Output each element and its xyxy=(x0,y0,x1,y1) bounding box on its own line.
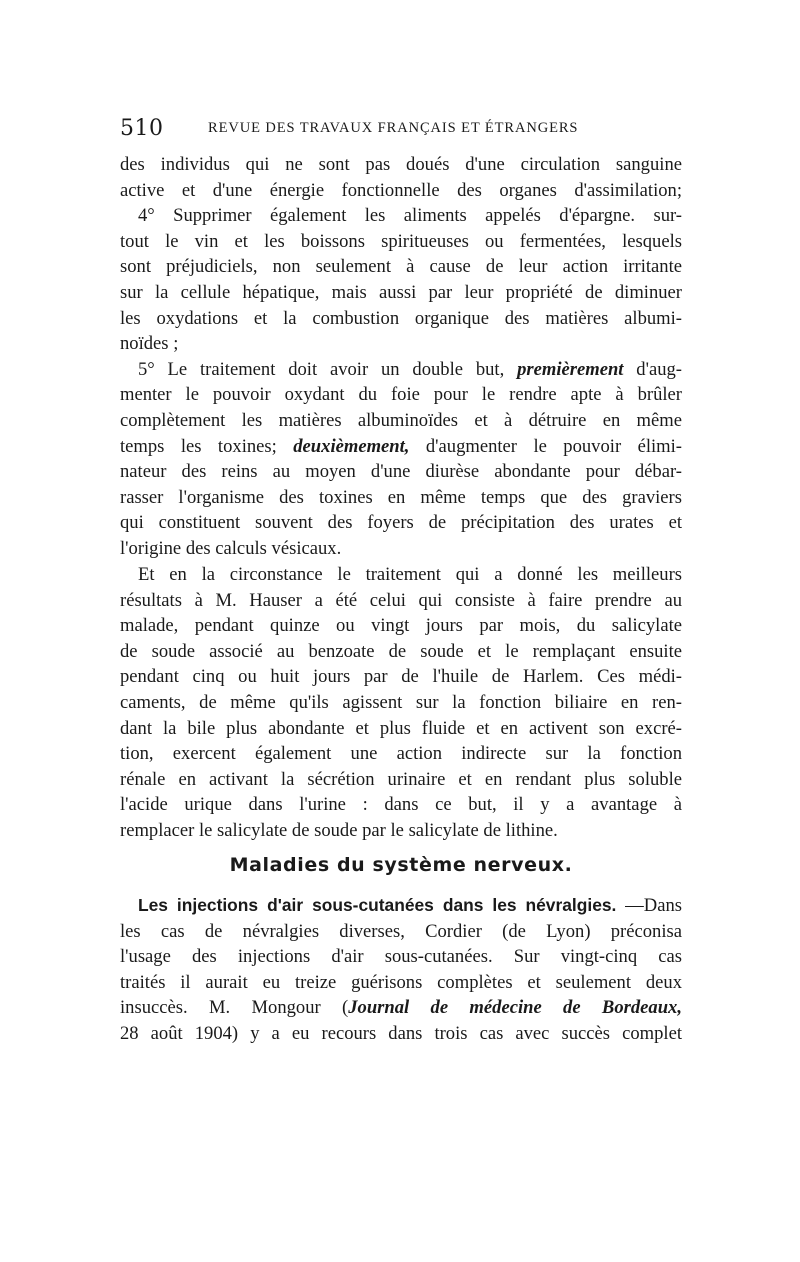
text-span: —Dans xyxy=(616,895,682,916)
paragraph-injections xyxy=(120,893,682,1047)
text-line: rasser l'organisme des toxines en même temps que des graviers xyxy=(120,486,682,508)
text-line: tion, exercent également une action indirecte sur la fonction xyxy=(120,743,682,765)
text-line: 28 août 1904) y a eu recours dans trois cas avec succès complet xyxy=(120,1022,682,1044)
text-line: menter le pouvoir oxydant du foie pour le rendre apte à brûler xyxy=(120,384,682,406)
text-line xyxy=(120,893,682,919)
running-title: REVUE DES TRAVAUX FRANÇAIS ET ÉTRANGERS xyxy=(208,120,579,136)
journal-title: Journal de médecine de Bordeaux, xyxy=(348,997,682,1019)
text-line: les oxydations et la combustion organique des matières albumi- xyxy=(120,307,682,329)
text-line: de soude associé au benzoate de soude et le remplaçant ensuite xyxy=(120,640,682,662)
text-line: sont préjudiciels, non seulement à cause de leur action irritante xyxy=(120,256,682,278)
text-span: d'aug- xyxy=(623,358,682,380)
text-line xyxy=(120,995,682,1021)
text-line: traités il aurait eu treize guérisons complètes et seulement deux xyxy=(120,971,682,993)
text-line: qui constituent souvent des foyers de précipitation des urates et xyxy=(120,512,682,534)
paragraph-continuation xyxy=(120,152,682,562)
text-line: résultats à M. Hauser a été celui qui consiste à faire prendre au xyxy=(120,589,682,611)
text-line: remplacer le salicylate de soude par le salicylate de lithine. xyxy=(120,819,558,841)
text-span: d'augmenter le pouvoir élimi- xyxy=(409,435,682,457)
paragraph-treatment xyxy=(120,562,682,844)
text-line: nateur des reins au moyen d'une diurèse abondante pour débar- xyxy=(120,461,682,483)
text-line: complètement les matières albuminoïdes et à détruire en même xyxy=(120,409,682,431)
subsection-title: Les injections d'air sous-cutanées dans les névralgies. xyxy=(138,895,617,915)
text-span: insuccès. M. Mongour ( xyxy=(120,997,349,1019)
text-span: temps les toxines; xyxy=(120,435,294,457)
text-line: pendant cinq ou huit jours par de l'huile de Harlem. Ces médi- xyxy=(120,666,682,688)
text-line: 4° Supprimer également les aliments appelés d'épargne. sur- xyxy=(138,205,682,227)
text-line: active et d'une énergie fonctionnelle des organes d'assimilation; xyxy=(120,179,682,201)
text-line: l'acide urique dans l'urine : dans ce but, il y a avantage à xyxy=(120,794,682,816)
text-line: malade, pendant quinze ou vingt jours par mois, du salicylate xyxy=(120,615,682,637)
text-line xyxy=(120,357,682,383)
page-number: 510 xyxy=(120,116,164,141)
text-line: les cas de névralgies diverses, Cordier (de Lyon) préconisa xyxy=(120,920,682,942)
text-line: dant la bile plus abondante et plus fluide et en activent son excré- xyxy=(120,717,682,739)
text-line: Et en la circonstance le traitement qui a donné les meilleurs xyxy=(138,564,682,585)
emphasis-text: deuxièmement, xyxy=(293,435,410,457)
text-line xyxy=(120,434,682,460)
section-heading: Maladies du système nerveux. xyxy=(229,854,573,876)
text-line: des individus qui ne sont pas doués d'une circulation sanguine xyxy=(120,154,682,175)
text-line: noïdes ; xyxy=(120,333,179,355)
text-line: l'usage des injections d'air sous-cutanées. Sur vingt-cinq cas xyxy=(120,946,682,968)
text-line: sur la cellule hépatique, mais aussi par leur propriété de diminuer xyxy=(120,281,682,303)
emphasis-text: premièrement xyxy=(517,358,624,380)
text-line: tout le vin et les boissons spiritueuses ou fermentées, lesquels xyxy=(120,230,682,252)
text-span: 5° Le traitement doit avoir un double but, xyxy=(138,358,518,380)
text-line: l'origine des calculs vésicaux. xyxy=(120,537,342,559)
text-line: caments, de même qu'ils agissent sur la fonction biliaire en ren- xyxy=(120,691,682,713)
text-line: rénale en activant la sécrétion urinaire et en rendant plus soluble xyxy=(120,768,682,790)
page-header xyxy=(120,116,682,142)
